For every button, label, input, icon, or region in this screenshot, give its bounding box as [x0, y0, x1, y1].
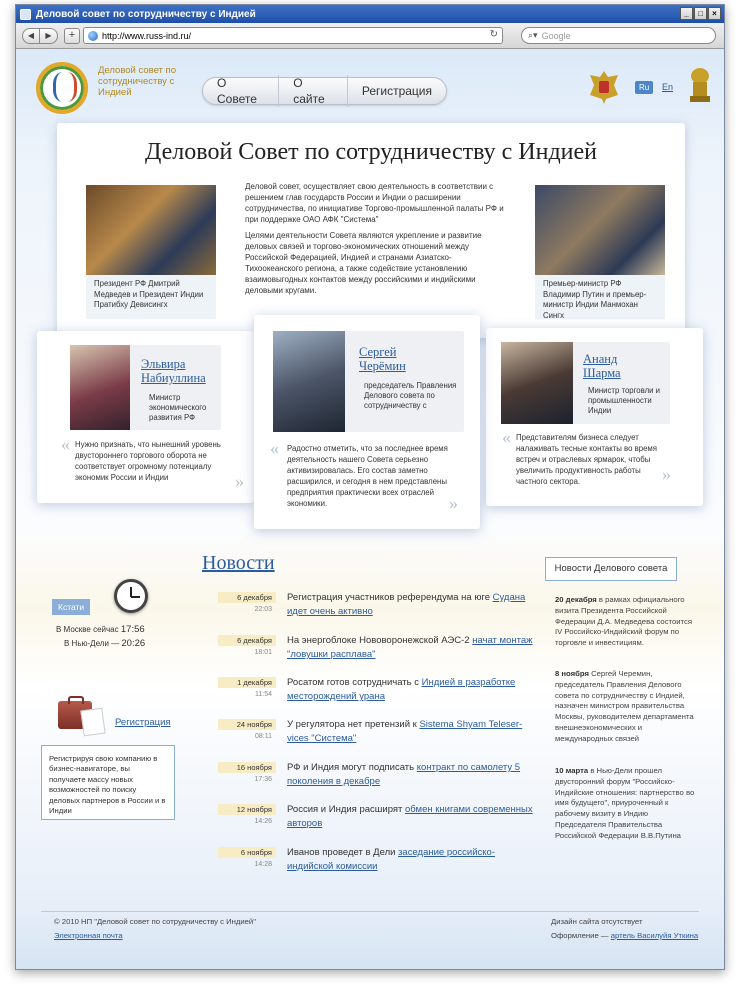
news-time: 18:01 [254, 649, 272, 656]
hero-paragraph-2: Целями деятельности Совета являются укрепление и развитие деловых связей и торгово-экономических отношений между Российской Федерацией, Индией и странами Азиатско-Тихоокеанского региона, а также содействие установлению взаимовыгодных контактов между российскими и индийскими деловыми кругами. [245, 231, 482, 295]
person-card-nabiullina [37, 331, 254, 503]
news-time: 22:03 [254, 606, 272, 613]
person-quote: Представителям бизнеса следует налаживать тесные контакты во время встреч и отраслевых ярмарок, чтобы увеличить продуктивность работы частного сектора. [516, 433, 658, 486]
logo-text[interactable]: Деловой совет по сотрудничеству с Индией [98, 65, 176, 98]
globe-icon [88, 31, 98, 41]
reload-icon[interactable]: ↻ [489, 29, 498, 40]
photo-nabiullina [70, 345, 130, 430]
quote-open-icon: « [502, 427, 511, 447]
title-bar [16, 5, 724, 23]
moscow-time: В Москве сейчас 17:56 [56, 624, 145, 635]
quote-open-icon: « [270, 438, 279, 458]
hero-card [57, 123, 685, 338]
clock-icon [114, 579, 148, 613]
news-link[interactable]: контракт по самолету 5 поколения в декабре [287, 762, 521, 787]
window-title: Деловой совет по сотрудничеству с Индией [36, 8, 256, 20]
news-text: На энергоблоке Нововоронежской АЭС-2 начат монтаж "ловушки расплава" [287, 635, 533, 660]
news-date: 6 ноября [218, 847, 276, 858]
left-photo-caption: Президент РФ Дмитрий Медведев и Президент Индии Пратибху Девисингх [86, 275, 216, 319]
news-link[interactable]: Судана идет очень активно [287, 592, 526, 617]
news-time: 14:26 [254, 818, 272, 825]
quote-close-icon: » [662, 464, 671, 484]
photo-cheremin [273, 331, 345, 432]
hero-paragraph-1: Деловой совет, осуществляет свою деятельность в соответствии с решением глав государств России и Индии о расширении сотрудничества, по инициативе Торгово-промышленной палаты РФ и при поддержке ОАО АФК "Система" [245, 182, 504, 224]
person-title: Министр торговли и промышленности Индии [588, 386, 661, 415]
kstati-label: Кстати [52, 599, 90, 615]
app-icon [20, 9, 31, 20]
india-emblem-icon [686, 67, 714, 105]
registration-info: Регистрируя свою компанию в бизнес-навигаторе, вы получаете массу новых возможностей по поиску деловых партнеров в России и в Индии [41, 745, 175, 820]
nav-item-about-council[interactable]: О Совете [203, 75, 279, 107]
web-page [16, 49, 724, 970]
search-input[interactable] [521, 27, 716, 44]
search-placeholder: Google [541, 30, 571, 41]
news-text: Иванов проведет в Дели заседание российско-индийской комиссии [287, 847, 495, 872]
back-button[interactable]: ◀ [22, 28, 40, 44]
council-news-tab[interactable]: Новости Делового совета [545, 557, 677, 581]
news-link[interactable]: Индией в разработке месторождений урана [287, 677, 516, 702]
council-news-item: 8 ноября Сергей Черемин, председатель Правления Делового совета по сотрудничеству с Индией, назначен министром правительства Москвы, руководителем департамента внешнеэкономических и международных связей [555, 669, 694, 743]
news-item [202, 804, 532, 840]
person-title: председатель Правления Делового совета по сотрудничеству с [364, 381, 457, 410]
quote-open-icon: « [61, 434, 70, 454]
news-heading[interactable]: Новости [202, 552, 275, 574]
logo-icon[interactable] [36, 62, 88, 114]
news-time: 11:54 [255, 691, 272, 698]
person-name-link[interactable]: Сергей Черёмин [359, 345, 406, 373]
news-text: Россия и Индия расширят обмен книгами современных авторов [287, 804, 533, 829]
nav-item-registration[interactable]: Регистрация [361, 84, 432, 98]
photo-sharma [501, 342, 573, 424]
email-link[interactable]: Электронная почта [54, 931, 123, 940]
right-photo-caption: Премьер-министр РФ Владимир Путин и премьер-министр Индии Манмохан Сингх [535, 275, 665, 319]
news-text: Регистрация участников референдума на юге Судана идет очень активно [287, 592, 526, 617]
news-time: 08:11 [255, 733, 272, 740]
registration-link[interactable]: Регистрация [115, 717, 171, 728]
footer-design: Дизайн сайта отсутствует [551, 917, 643, 926]
quote-close-icon: » [235, 471, 244, 491]
news-date: 1 декабря [218, 677, 276, 688]
minimize-button[interactable]: _ [680, 7, 693, 20]
news-item [202, 635, 532, 671]
person-name-link[interactable]: Эльвира Набиуллина [141, 357, 206, 385]
search-icon: ⌕▾ [528, 30, 538, 40]
footer-email [54, 931, 123, 940]
lang-en-link[interactable]: En [662, 82, 674, 92]
lang-ru-button[interactable]: Ru [635, 81, 653, 94]
news-text: Росатом готов сотрудничать с Индией в разработке месторождений урана [287, 677, 516, 702]
news-link[interactable]: Sistema Shyam Teleser-vices "Система" [287, 719, 523, 744]
news-link[interactable]: начат монтаж "ловушки расплава" [287, 635, 533, 660]
news-item [202, 677, 532, 713]
person-card-sharma [486, 328, 703, 506]
news-time: 17:36 [254, 776, 272, 783]
photo-medvedev-patil [86, 185, 216, 275]
council-news-item: 10 марта в Нью-Дели прошел двусторонний форум "Российско-Индийские отношения: партнерство во имя будущего", приуроченный к рабочему визиту в Индию Председателя Правительства Российской Федерации В.В.Путина [555, 766, 695, 840]
news-link[interactable]: заседание российско-индийской комиссии [287, 847, 495, 872]
news-time: 14:28 [254, 861, 272, 868]
footer-credit: Оформление — артель Василуйя Уткина [551, 931, 699, 940]
news-item [202, 719, 532, 755]
person-quote: Радостно отметить, что за последнее время деятельность нашего Совета серьезно активизировалась. Его состав заметно расширился, и сегодня в нем представлены предприятия практически всех отраслей экономики. [287, 444, 448, 508]
news-text: У регулятора нет претензий к Sistema Shyam Teleser-vices "Система" [287, 719, 523, 744]
close-button[interactable]: × [708, 7, 721, 20]
person-card-cheremin [254, 315, 480, 529]
nav-item-about-site[interactable]: О сайте [279, 75, 348, 107]
person-title: Министр экономического развития РФ [149, 393, 207, 422]
news-date: 6 декабря [218, 592, 276, 603]
news-link[interactable]: обмен книгами современных авторов [287, 804, 533, 829]
page-title: Деловой Совет по сотрудничеству с Индией [144, 139, 598, 165]
maximize-button[interactable]: □ [694, 7, 707, 20]
footer-divider [41, 911, 699, 912]
browser-toolbar [16, 23, 724, 49]
forward-button[interactable]: ▶ [40, 28, 58, 44]
news-item [202, 762, 532, 798]
hero-description [245, 181, 508, 301]
new-tab-button[interactable]: + [64, 28, 80, 44]
quote-close-icon: » [449, 493, 458, 513]
news-date: 24 ноября [218, 719, 276, 730]
news-item [202, 592, 532, 628]
person-name-link[interactable]: Ананд Шарма [583, 352, 621, 380]
footer-copyright: © 2010 НП "Деловой совет по сотрудничеству с Индией" [54, 917, 256, 926]
russia-emblem-icon [588, 69, 620, 105]
person-quote: Нужно признать, что нынешний уровень двустороннего торгового оборота не соответствует огромному потенциалу экономик России и Индии [75, 440, 221, 482]
news-text: РФ и Индия могут подписать контракт по самолету 5 поколения в декабре [287, 762, 521, 787]
address-bar[interactable] [83, 27, 503, 44]
url-text: http://www.russ-ind.ru/ [102, 30, 192, 41]
news-date: 12 ноября [218, 804, 276, 815]
news-item [202, 847, 532, 883]
document-icon [80, 708, 105, 737]
browser-window [15, 4, 725, 970]
council-news-item: 20 декабря в рамках официального визита Президента Российской Федерации Д.А. Медведева состоится IV Российско-Индийский форум по торговле и инвестициям. [555, 595, 692, 648]
news-date: 16 ноября [218, 762, 276, 773]
main-nav [202, 77, 447, 105]
delhi-time: В Нью-Дели — 20:26 [64, 638, 146, 649]
credit-link[interactable]: артель Василуйя Уткина [610, 931, 699, 940]
photo-putin-singh [535, 185, 665, 275]
window-controls [680, 7, 721, 20]
news-date: 6 декабря [218, 635, 276, 646]
